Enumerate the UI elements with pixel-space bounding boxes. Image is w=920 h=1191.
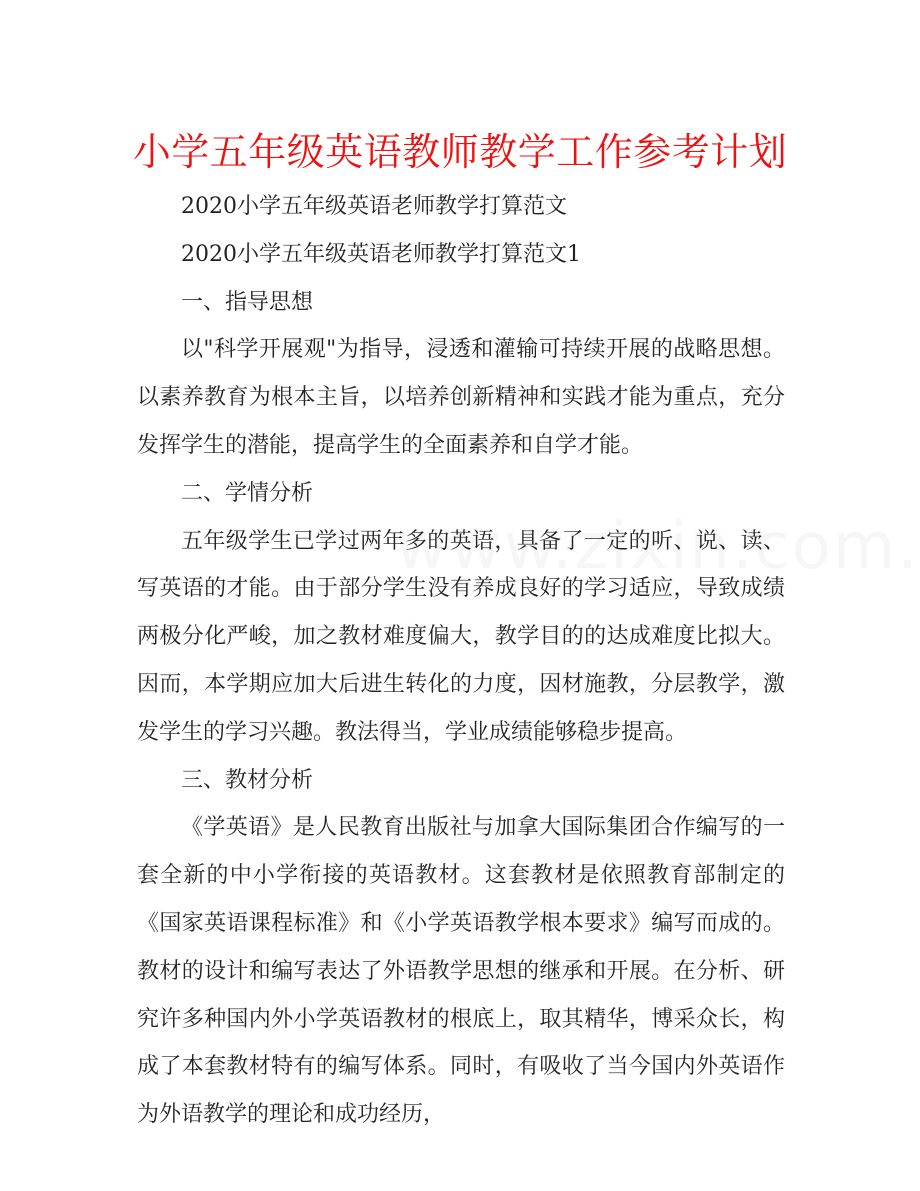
paragraph-subtitle: 2020小学五年级英语老师教学打算范文 <box>181 194 567 219</box>
paragraph-textbook-analysis: 《学英语》是人民教育出版社与加拿大国际集团合作编写的一套全新的中小学衔接的英语教材。这套教材是依照教育部制定的《国家英语课程标准》和《小学英语教学根本要求》编写而成的。教材的设计和编写表达了外语教学思想的继承和开展。在分析、研究许多种国内外小学英语教材的根底上，取其精华，博采众长，构成了本套教材特有的编写体系。同时，有吸收了当今国内外英语作为外语教学的理论和成功经历， <box>137 815 785 1128</box>
paragraph-subtitle-1: 2020小学五年级英语老师教学打算范文1 <box>181 241 581 267</box>
paragraph-student-analysis: 五年级学生已学过两年多的英语，具备了一定的听、说、读、写英语的才能。由于部分学生没有养成良好的学习适应，导致成绩两极分化严峻，加之教材难度偏大，教学目的的达成难度比拟大。因而，本学期应加大后进生转化的力度，因材施教，分层教学，激发学生的学习兴趣。教法得当，学业成绩能够稳步提高。 <box>137 528 785 745</box>
document-title: 小学五年级英语教师教学工作参考计划 <box>132 130 788 174</box>
section-heading-guiding-thought: 一、指导思想 <box>181 289 314 315</box>
paragraph-guiding-thought: 以"科学开展观"为指导，浸透和灌输可持续开展的战略思想。以素养教育为根本主旨，以培养创新精神和实践才能为重点，充分发挥学生的潜能，提高学生的全面素养和自学才能。 <box>137 337 785 458</box>
section-heading-textbook-analysis: 三、教材分析 <box>181 767 314 793</box>
section-heading-student-analysis: 二、学情分析 <box>181 480 314 506</box>
document-body <box>137 183 785 1139</box>
